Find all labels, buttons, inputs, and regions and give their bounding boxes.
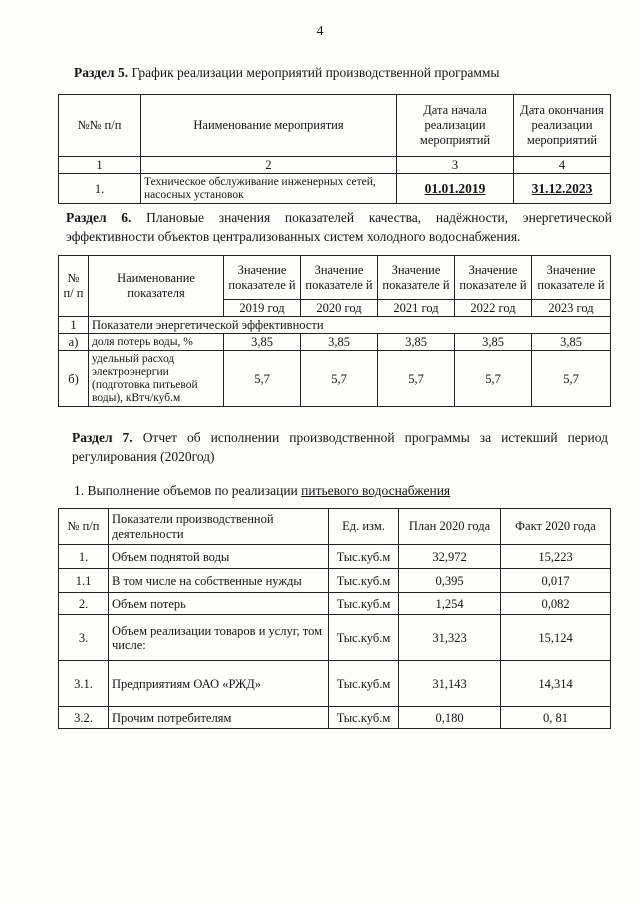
section7-title: Отчет об исполнении производственной программы за истекший период регулирования (2020год): [72, 430, 609, 464]
s6-row-num: б): [59, 351, 89, 407]
s7-row-plan: 1,254: [399, 593, 501, 615]
section6-title: Плановые значения показателей качества, надёжности, энергетической эффективности объектов централизованных систем холодного водоснабжения.: [66, 210, 612, 244]
s5-colnum: 3: [397, 157, 514, 174]
s7-row-plan: 0,180: [399, 707, 501, 729]
s7-row-fact: 14,314: [501, 661, 611, 707]
s5-colnum: 4: [514, 157, 611, 174]
s7-row-unit: Тыс.куб.м: [329, 707, 399, 729]
s6-year: 2020 год: [301, 300, 378, 317]
section7-label: Раздел 7.: [72, 430, 133, 445]
s7-row-num: 3.2.: [59, 707, 109, 729]
section7-subtitle-prefix: 1. Выполнение объемов по реализации: [74, 483, 302, 498]
s7-row-num: 1.1: [59, 569, 109, 593]
s6-row-value: 3,85: [455, 334, 532, 351]
s7-row-unit: Тыс.куб.м: [329, 615, 399, 661]
section5-heading: [74, 64, 500, 82]
section7-heading: [72, 428, 608, 466]
s5-header-num: №№ п/п: [59, 95, 141, 157]
s5-row-num: 1.: [59, 174, 141, 204]
s6-header-value: Значение показателе й: [532, 256, 611, 300]
s7-row-fact: 0, 81: [501, 707, 611, 729]
s7-row-plan: 0,395: [399, 569, 501, 593]
section5-table: [58, 94, 611, 204]
s6-row-name: удельный расход электроэнергии (подготовка питьевой воды), кВтч/куб.м: [89, 351, 224, 407]
s6-row-value: 3,85: [301, 334, 378, 351]
s5-colnum: 2: [141, 157, 397, 174]
s7-header-num: № п/п: [59, 509, 109, 545]
section7-subtitle: [74, 482, 450, 500]
s6-header-num: № п/ п: [59, 256, 89, 317]
s6-header-name: Наименование показателя: [89, 256, 224, 317]
s7-row-num: 3.1.: [59, 661, 109, 707]
s6-header-value: Значение показателе й: [378, 256, 455, 300]
s7-header-unit: Ед. изм.: [329, 509, 399, 545]
section7-table: [58, 508, 611, 729]
s7-row-unit: Тыс.куб.м: [329, 569, 399, 593]
s5-header-end: Дата окончания реализации мероприятий: [514, 95, 611, 157]
s5-header-name: Наименование мероприятия: [141, 95, 397, 157]
s6-header-value: Значение показателе й: [224, 256, 301, 300]
s7-row-plan: 31,323: [399, 615, 501, 661]
section6-table: [58, 255, 611, 407]
s7-row-name: Объем потерь: [109, 593, 329, 615]
s7-row-fact: 15,223: [501, 545, 611, 569]
s7-row-num: 3.: [59, 615, 109, 661]
s7-row-fact: 15,124: [501, 615, 611, 661]
s7-row-unit: Тыс.куб.м: [329, 593, 399, 615]
s6-year: 2019 год: [224, 300, 301, 317]
section6-heading: [66, 208, 612, 246]
s6-row-name: доля потерь воды, %: [89, 334, 224, 351]
s6-year: 2021 год: [378, 300, 455, 317]
s5-row-end: 31.12.2023: [514, 174, 611, 204]
s7-row-fact: 0,017: [501, 569, 611, 593]
s6-row-value: 5,7: [532, 351, 611, 407]
s6-group-num: 1: [59, 317, 89, 334]
s7-row-fact: 0,082: [501, 593, 611, 615]
s7-row-name: Прочим потребителям: [109, 707, 329, 729]
s6-header-value: Значение показателе й: [301, 256, 378, 300]
s7-row-num: 2.: [59, 593, 109, 615]
s6-row-value: 5,7: [224, 351, 301, 407]
section5-title: График реализации мероприятий производственной программы: [131, 65, 500, 80]
s7-row-unit: Тыс.куб.м: [329, 661, 399, 707]
s7-row-name: В том числе на собственные нужды: [109, 569, 329, 593]
s6-row-value: 5,7: [378, 351, 455, 407]
s6-row-num: а): [59, 334, 89, 351]
page-number: 4: [316, 24, 324, 39]
s6-row-value: 3,85: [378, 334, 455, 351]
s5-row-name: Техническое обслуживание инженерных сетей, насосных установок: [141, 174, 397, 204]
s6-row-value: 3,85: [224, 334, 301, 351]
s6-row-value: 3,85: [532, 334, 611, 351]
s7-row-num: 1.: [59, 545, 109, 569]
s7-row-name: Объем поднятой воды: [109, 545, 329, 569]
s6-row-value: 5,7: [455, 351, 532, 407]
s5-colnum: 1: [59, 157, 141, 174]
s5-row-start: 01.01.2019: [397, 174, 514, 204]
s7-header-name: Показатели производственной деятельности: [109, 509, 329, 545]
s7-row-name: Предприятиям ОАО «РЖД»: [109, 661, 329, 707]
s7-row-name: Объем реализации товаров и услуг, том числе:: [109, 615, 329, 661]
s6-year: 2023 год: [532, 300, 611, 317]
s7-header-fact: Факт 2020 года: [501, 509, 611, 545]
section5-label: Раздел 5.: [74, 65, 129, 80]
s6-year: 2022 год: [455, 300, 532, 317]
s7-row-unit: Тыс.куб.м: [329, 545, 399, 569]
s7-row-plan: 31,143: [399, 661, 501, 707]
s6-header-value: Значение показателе й: [455, 256, 532, 300]
section7-subtitle-underlined: питьевого водоснабжения: [301, 483, 451, 498]
s7-header-plan: План 2020 года: [399, 509, 501, 545]
s5-header-start: Дата начала реализации мероприятий: [397, 95, 514, 157]
s6-group-title: Показатели энергетической эффективности: [89, 317, 611, 334]
section6-label: Раздел 6.: [66, 210, 132, 225]
s6-row-value: 5,7: [301, 351, 378, 407]
s7-row-plan: 32,972: [399, 545, 501, 569]
